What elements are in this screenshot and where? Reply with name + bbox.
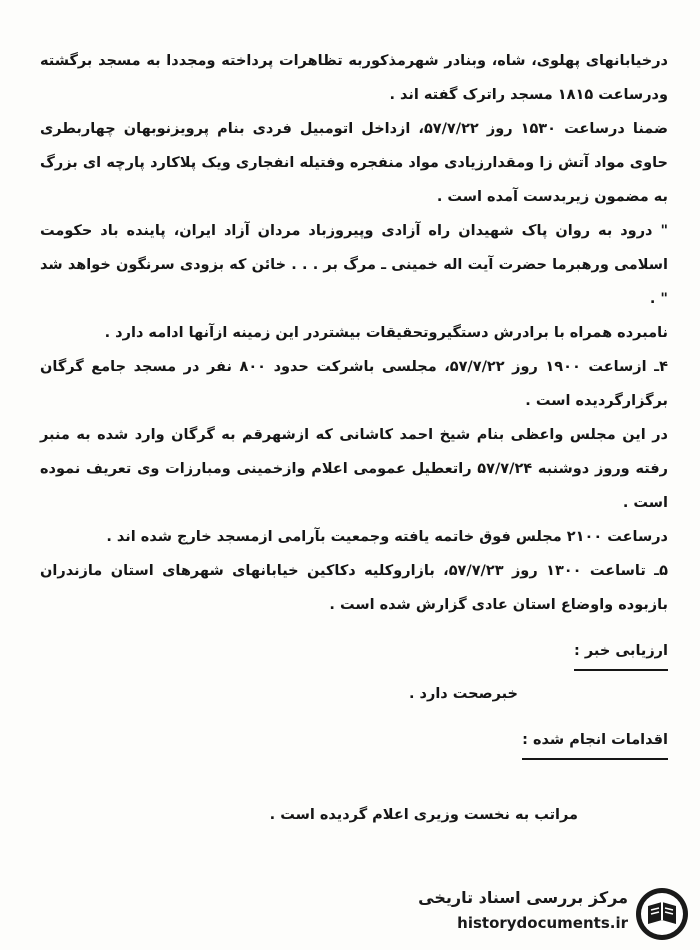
watermark-url: historydocuments.ir (457, 914, 628, 932)
assessment-text: خبرصحت دارد . (408, 686, 518, 702)
assessment-heading: ارزیابی خبر : (574, 634, 668, 671)
actions-text: مراتب به نخست وزیری اعلام گردیده است . (269, 807, 578, 823)
paragraph-arrest: نامبرده همراه با برادرش دستگیروتحقیقات بیشتردر این زمینه ازآنها ادامه دارد . (104, 325, 668, 341)
paragraph-mazandaran-status: ۵ـ تاساعت ۱۳۰۰ روز ۵۷/۷/۲۳، بازاروکلیه دکاکین خیابانهای شهرهای استان مازندران بازبوده واوضاع استان عادی گزارش شده است . (40, 563, 668, 613)
paragraph-gorgan-gathering: ۴ـ ازساعت ۱۹۰۰ روز ۵۷/۷/۲۲، مجلسی باشرکت حدود ۸۰۰ نفر در مسجد جامع گرگان برگزارگردیده است . (40, 359, 668, 409)
paragraph-car-seizure: ضمنا درساعت ۱۵۳۰ روز ۵۷/۷/۲۲، ازداخل اتومبیل فردی بنام پرویزنوبهان چهاربطری حاوی مواد آتش زا ومقدارزیادی مواد منفجره وفتیله انفجاری ویک پلاکارد پارچه ای بزرگ به مضمون زیربدست آمده است . (40, 121, 668, 205)
book-emblem-icon (634, 886, 690, 942)
watermark (418, 884, 690, 942)
actions-section (40, 723, 668, 760)
watermark-title: مرکز بررسی اسناد تاریخی (418, 888, 628, 907)
actions-heading: اقدامات انجام شده : (522, 723, 668, 760)
paragraph-mosque-march: درخیابانهای پهلوی، شاه، وبنادر شهرمذکوربه تظاهرات پرداخته ومجددا به مسجد برگشته ودرساعت ۱۸۱۵ مسجد راترک گفته اند . (40, 53, 668, 103)
paragraph-preacher: در این مجلس واعظی بنام شیخ احمد کاشانی که ازشهرقم به گرگان وارد شده به منبر رفته وروز دوشنبه ۵۷/۷/۲۴ راتعطیل عمومی اعلام وازخمینی ومبارزات وی تعریف نموده است . (40, 427, 668, 511)
paragraph-gathering-end: درساعت ۲۱۰۰ مجلس فوق خاتمه یافته وجمعیت بآرامی ازمسجد خارج شده اند . (106, 529, 668, 545)
document-body (40, 44, 668, 832)
paragraph-banner-text: " درود به روان پاک شهیدان راه آزادی وپیروزباد مردان آزاد ایران، پاینده باد حکومت اسلامی ورهبرما حضرت آیت اله خمینی ـ مرگ بر . . . خائن که بزودی سرنگون خواهد شد " . (40, 223, 668, 307)
assessment-section (40, 634, 668, 671)
